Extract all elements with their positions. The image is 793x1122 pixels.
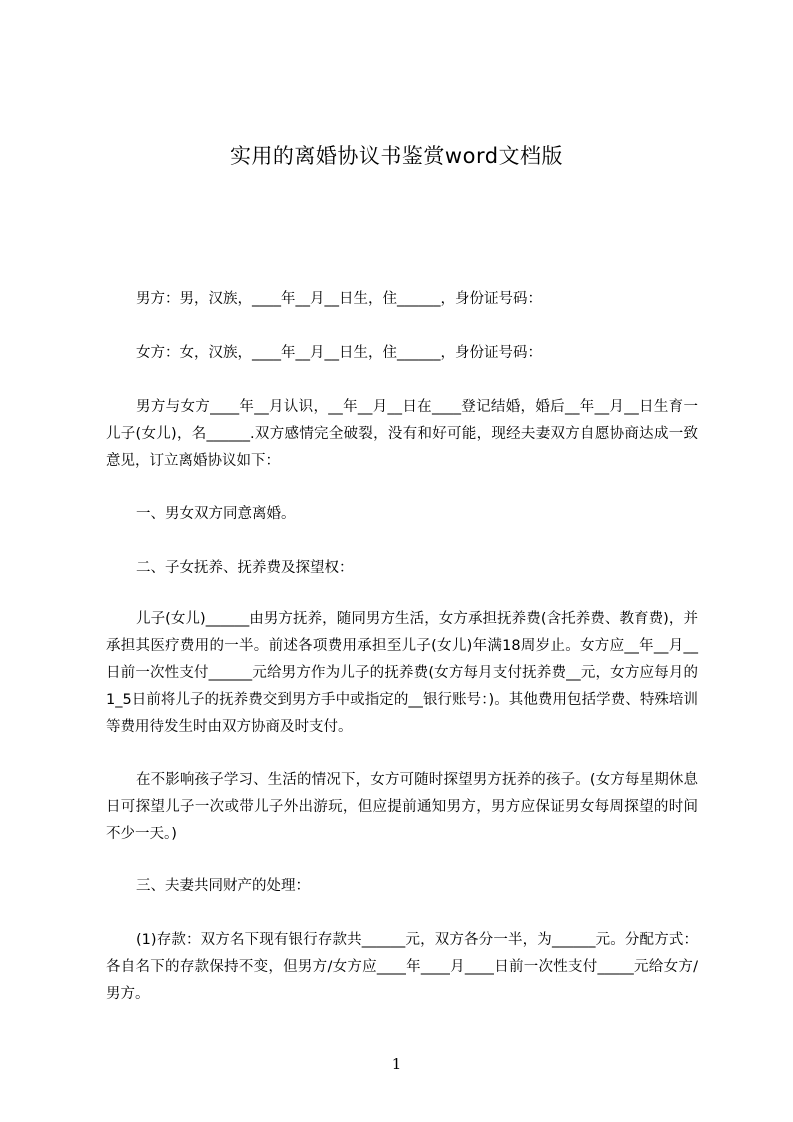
- paragraph-male-party: 男方：男，汉族，____年__月__日生，住______，身份证号码：: [136, 291, 542, 307]
- paragraph-background: 男方与女方____年__月认识，__年__月__日在____登记结婚，婚后__年__月__日生育一儿子(女儿)，名______.双方感情完全破裂，没有和好可能，现经夫妻双方自愿协商达成一致意见，订立离婚协议如下：: [106, 399, 698, 469]
- paragraph-visitation: 在不影响孩子学习、生活的情况下，女方可随时探望男方抚养的孩子。(女方每星期休息日可探望儿子一次或带儿子外出游玩，但应提前通知男方，男方应保证男女每周探望的时间不少一天。): [106, 772, 698, 842]
- paragraph-clause-3-heading: 三、夫妻共同财产的处理：: [136, 878, 310, 894]
- page-number: 1: [391, 1055, 402, 1073]
- paragraph-clause-1: 一、男女双方同意离婚。: [136, 506, 296, 522]
- document-title: 实用的离婚协议书鉴赏word文档版: [229, 144, 564, 168]
- paragraph-female-party: 女方：女，汉族，____年__月__日生，住______，身份证号码：: [136, 345, 542, 361]
- paragraph-clause-2-heading: 二、子女抚养、抚养费及探望权：: [136, 560, 354, 576]
- paragraph-child-support: 儿子(女儿)______由男方抚养，随同男方生活，女方承担抚养费(含托养费、教育费)，并承担其医疗费用的一半。前述各项费用承担至儿子(女儿)年满18周岁止。女方应__年__月__日前一次性支付______元给男方作为儿子的抚养费(女方每月支付抚养费__元，女方应每月的1_5日前将儿子的抚养费交到男方手中或指定的__银行账号：)。其他费用包括学费、特殊培训等费用待发生时由双方协商及时支付。: [106, 611, 698, 735]
- paragraph-savings: (1)存款：双方名下现有银行存款共______元，双方各分一半，为______元。分配方式：各自名下的存款保持不变，但男方/女方应____年____月____日前一次性支付_____元给女方/男方。: [106, 932, 698, 1002]
